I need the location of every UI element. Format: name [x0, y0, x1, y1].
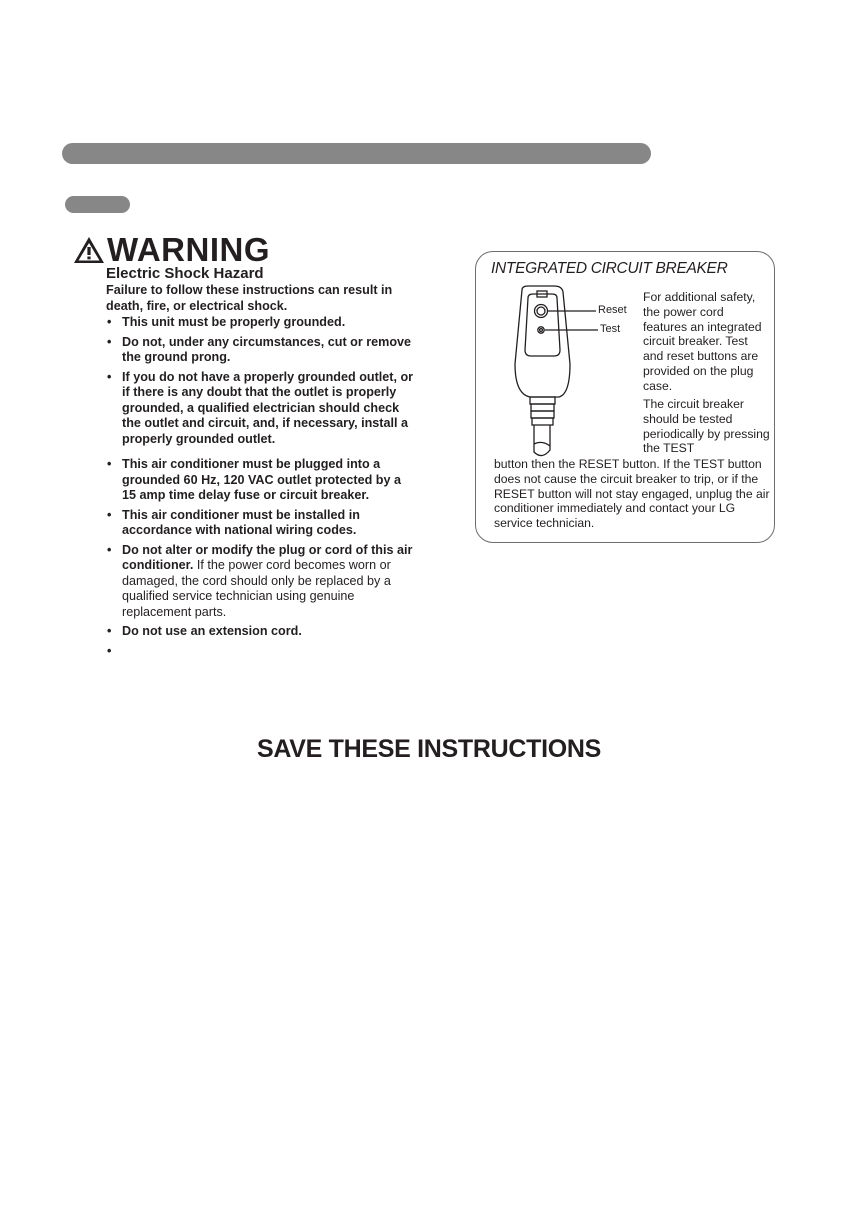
circuit-breaker-box [475, 251, 775, 543]
list-item: • If you do not have a properly grounded outlet, or if there is any doubt that the outlet is properly grounded, a qualified electrician should check the outlet and circuit, and, if necessary, install a properly grounded outlet. [107, 369, 414, 446]
subsection-tab-bar [65, 196, 130, 213]
list-item: • Do not, under any circumstances, cut or remove the ground prong. [107, 334, 412, 364]
breaker-paragraph: The circuit breaker should be tested periodically by pressing the TEST [643, 397, 770, 456]
breaker-paragraph: For additional safety, the power cord features an integrated circuit breaker. Test and reset buttons are provided on the plug case. [643, 290, 762, 393]
list-item: • Do not alter or modify the plug or cord of this air conditioner. If the power cord becomes worn or damaged, the cord should only be replaced by a qualified service technician using genuine replacement parts. [107, 542, 413, 619]
list-item: • This air conditioner must be installed in accordance with national wiring codes. [107, 507, 360, 537]
reset-label: Reset [598, 304, 627, 316]
list-item: • This air conditioner must be plugged into a grounded 60 Hz, 120 VAC outlet protected by a 15 amp time delay fuse or circuit breaker. [107, 457, 401, 502]
test-label: Test [600, 323, 621, 335]
warning-title: WARNING [107, 231, 270, 268]
list-item: • This unit must be properly grounded. [107, 315, 346, 329]
hazard-title: Electric Shock Hazard [106, 265, 264, 282]
hazard-intro: Failure to follow these instructions can result in death, fire, or electrical shock. [106, 283, 393, 313]
warning-triangle-icon [73, 235, 105, 265]
list-item: • Do not use an extension cord. [107, 624, 302, 638]
breaker-paragraph: button then the RESET button. If the TEST button does not cause the circuit breaker to trip, or if the RESET button will not stay engaged, unplug the air conditioner immediately and contact your LG service technician. [494, 457, 770, 531]
list-item: • [107, 643, 112, 658]
breaker-title: INTEGRATED CIRCUIT BREAKER [491, 260, 728, 277]
section-header-bar [62, 143, 651, 164]
safety-rules-list [106, 315, 416, 663]
save-instructions-heading: SAVE THESE INSTRUCTIONS [256, 735, 602, 763]
warning-heading [73, 232, 270, 268]
